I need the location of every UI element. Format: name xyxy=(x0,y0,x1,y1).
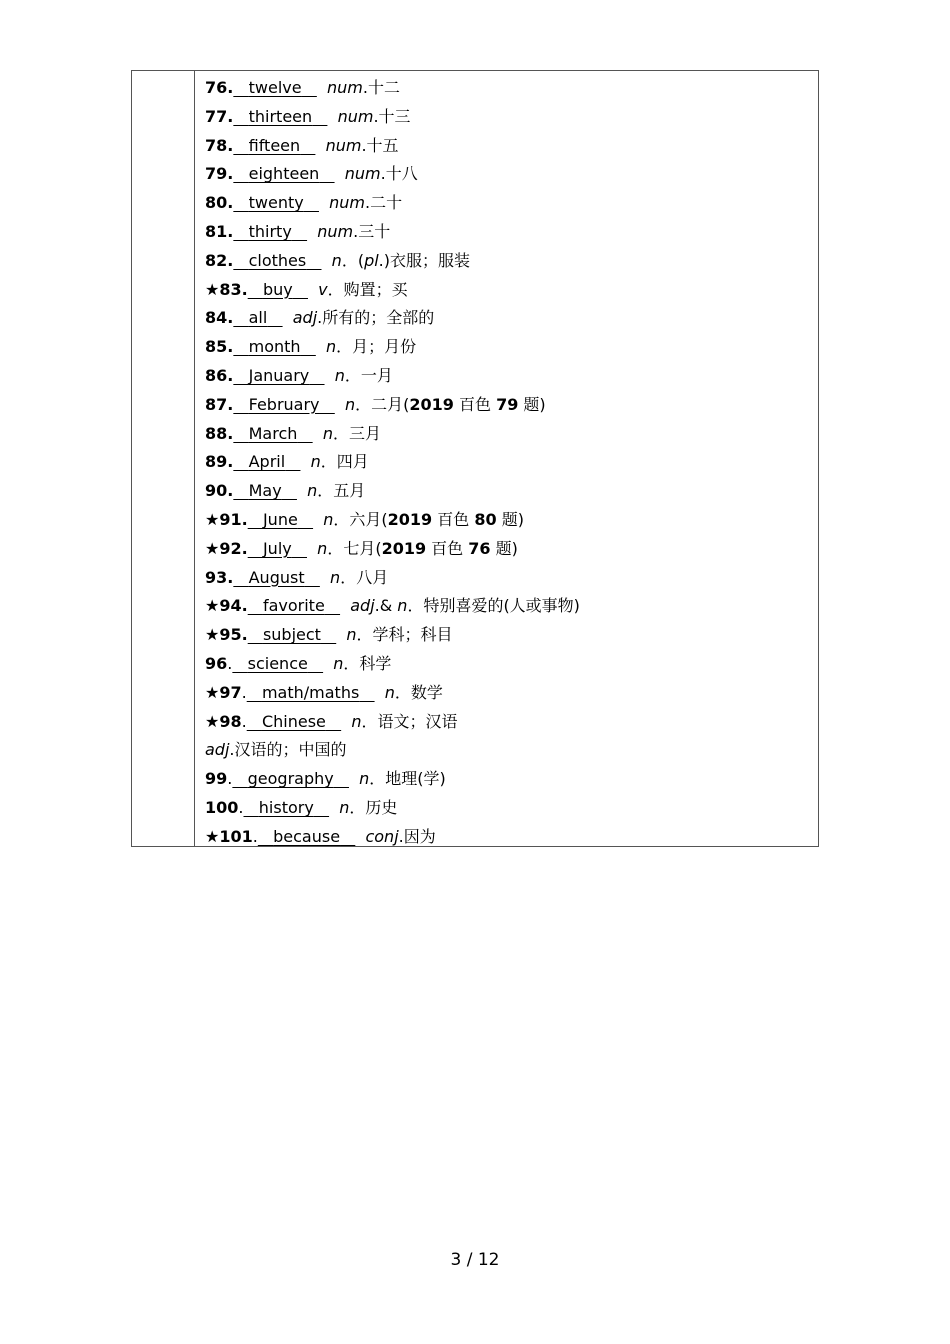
answer-word: buy xyxy=(262,279,293,299)
definition: .)衣服；服装 xyxy=(378,250,471,270)
answer-blank xyxy=(248,539,307,558)
vocab-entry xyxy=(205,448,818,477)
answer-blank xyxy=(233,193,319,212)
definition: ．学科；科目 xyxy=(356,625,453,645)
answer-word: July xyxy=(262,538,292,558)
answer-blank xyxy=(233,395,334,414)
exam-year: 2019 xyxy=(381,538,427,558)
entry-number: ★101 xyxy=(205,826,253,846)
part-of-speech: n xyxy=(384,682,395,702)
answer-blank xyxy=(233,366,324,385)
vocab-entry xyxy=(205,535,818,564)
part-of-speech: n xyxy=(330,567,341,587)
definition: .二十 xyxy=(365,193,403,213)
entry-number: 88. xyxy=(205,423,234,443)
entry-number: 85. xyxy=(205,337,234,357)
entry-number: 90. xyxy=(205,481,234,501)
entry-number: 86. xyxy=(205,365,234,385)
definition: ．月；月份 xyxy=(336,337,417,357)
answer-blank xyxy=(233,107,327,126)
answer-word: January xyxy=(248,365,310,385)
answer-word: April xyxy=(248,452,286,472)
entry-number: ★95. xyxy=(205,625,248,645)
vocab-entry xyxy=(205,132,818,161)
definition: ．一月 xyxy=(344,365,393,385)
vocab-entry: ★101. because conj.因为 xyxy=(205,826,436,846)
answer-word: February xyxy=(248,394,320,414)
definition: .十二 xyxy=(362,78,400,97)
vocab-entry xyxy=(205,621,818,650)
definition: .汉语的；中国的 xyxy=(229,740,347,760)
part-of-speech: n xyxy=(322,423,333,443)
part-of-speech: num xyxy=(317,221,354,241)
entry-number: ★83. xyxy=(205,279,248,299)
vocabulary-table xyxy=(131,70,819,847)
answer-blank xyxy=(258,827,355,846)
entry-number: ★92. xyxy=(205,538,248,558)
entry-number: 77. xyxy=(205,106,234,126)
answer-word: favorite xyxy=(262,596,325,616)
vocab-entry xyxy=(205,477,818,506)
part-of-speech: n xyxy=(334,365,345,385)
answer-blank xyxy=(233,136,315,155)
definition: .所有的；全部的 xyxy=(317,308,435,328)
definition: ．( xyxy=(341,250,365,270)
definition: ．四月 xyxy=(320,452,369,472)
answer-word: March xyxy=(248,423,298,443)
question-suffix: 题) xyxy=(496,509,524,529)
vocab-entry xyxy=(205,103,818,132)
definition: ．五月 xyxy=(317,481,366,501)
part-of-speech: conj xyxy=(365,826,399,846)
part-of-speech: n xyxy=(307,481,318,501)
answer-blank xyxy=(233,337,315,356)
vocab-entry xyxy=(205,74,818,103)
question-suffix: 题) xyxy=(518,394,546,414)
vocabulary-list xyxy=(205,74,818,852)
exam-source: 百色 xyxy=(453,394,497,414)
answer-blank xyxy=(233,164,334,183)
definition: ．数学 xyxy=(394,682,443,702)
part-of-speech: num xyxy=(327,78,363,97)
answer-blank xyxy=(233,481,297,500)
definition: ．二月( xyxy=(355,394,410,414)
definition: ．历史 xyxy=(349,797,398,817)
answer-blank xyxy=(247,712,341,731)
question-number: 76 xyxy=(468,538,491,558)
answer-word: June xyxy=(262,509,298,529)
definition: ．地理(学) xyxy=(369,769,446,789)
answer-word: August xyxy=(248,567,305,587)
vocab-entry xyxy=(205,736,818,765)
vocab-entry xyxy=(205,304,818,333)
answer-blank xyxy=(247,683,375,702)
vocab-entry xyxy=(205,420,818,449)
part-of-speech: n xyxy=(310,452,321,472)
answer-blank xyxy=(248,280,308,299)
exam-source: 百色 xyxy=(432,509,475,529)
exam-year: 2019 xyxy=(387,509,433,529)
definition: .十五 xyxy=(361,135,399,155)
answer-blank xyxy=(233,222,307,241)
vocab-entry xyxy=(205,391,818,420)
answer-word: science xyxy=(247,653,308,673)
answer-word: geography xyxy=(247,769,334,789)
part-of-speech: adj xyxy=(205,740,230,760)
definition: ．语文；汉语 xyxy=(361,711,458,731)
definition: ．八月 xyxy=(340,567,389,587)
answer-blank xyxy=(232,769,349,788)
part-of-speech: n xyxy=(359,769,370,789)
table-left-cell xyxy=(132,71,195,846)
answer-word: May xyxy=(248,481,282,501)
answer-blank xyxy=(232,654,323,673)
answer-word: subject xyxy=(262,625,321,645)
answer-word: thirteen xyxy=(248,106,313,126)
answer-word: history xyxy=(258,797,314,817)
part-of-speech: v xyxy=(318,279,328,299)
answer-blank xyxy=(233,308,282,327)
entry-number: 79. xyxy=(205,164,234,184)
question-suffix: 题) xyxy=(490,538,518,558)
definition: .十八 xyxy=(380,164,418,184)
vocab-entry xyxy=(205,218,818,247)
answer-blank xyxy=(248,596,340,615)
vocab-entry xyxy=(205,189,818,218)
entry-number: 89. xyxy=(205,452,234,472)
part-of-speech: n xyxy=(333,653,344,673)
answer-blank xyxy=(248,625,337,644)
part-of-speech: n xyxy=(344,394,356,414)
answer-word: Chinese xyxy=(261,711,326,731)
exam-source: 百色 xyxy=(426,538,469,558)
definition: ．七月( xyxy=(327,538,382,558)
entry-number: 100 xyxy=(205,797,239,817)
part-of-speech: n xyxy=(323,509,334,529)
answer-blank xyxy=(244,798,330,817)
vocab-entry xyxy=(205,592,818,621)
definition: ．科学 xyxy=(343,653,392,673)
answer-blank xyxy=(233,568,320,587)
definition: .因为 xyxy=(398,826,436,846)
table-right-cell xyxy=(196,71,818,846)
definition: .& xyxy=(374,596,398,616)
vocab-entry: 100. history n．历史 xyxy=(205,797,398,817)
vocab-entry: ★98. Chinese n．语文；汉语 xyxy=(205,711,458,731)
answer-word: math/maths xyxy=(261,682,360,702)
question-number: 79 xyxy=(496,394,519,414)
part-of-speech: n xyxy=(346,625,357,645)
entry-number: 99 xyxy=(205,769,228,789)
vocab-entry xyxy=(205,333,818,362)
definition: .三十 xyxy=(353,221,391,241)
answer-word: eighteen xyxy=(248,164,320,184)
entry-number: 81. xyxy=(205,221,234,241)
plural-marker: pl xyxy=(364,250,379,270)
question-number: 80 xyxy=(474,509,497,529)
entry-number: 87. xyxy=(205,394,234,414)
answer-blank xyxy=(233,78,317,97)
definition: .十三 xyxy=(373,106,411,126)
answer-word: fifteen xyxy=(248,135,301,155)
vocab-entry xyxy=(205,362,818,391)
part-of-speech: num xyxy=(325,135,362,155)
part-of-speech: num xyxy=(337,106,374,126)
answer-blank xyxy=(233,251,321,270)
part-of-speech: n xyxy=(325,337,337,357)
answer-word: clothes xyxy=(248,250,307,270)
vocab-entry: 99. geography n．地理(学) xyxy=(205,769,446,789)
vocab-entry xyxy=(205,276,818,305)
entry-number: ★97 xyxy=(205,682,242,702)
definition: ．特别喜爱的(人或事物) xyxy=(407,596,580,616)
part-of-speech: n xyxy=(397,596,408,616)
entry-number: 76. xyxy=(205,78,234,97)
part-of-speech: adj xyxy=(292,308,318,328)
part-of-speech: n xyxy=(339,797,350,817)
entry-number: ★94. xyxy=(205,596,248,616)
entry-number: 82. xyxy=(205,250,234,270)
answer-word: twelve xyxy=(248,78,302,97)
vocab-entry xyxy=(205,247,818,276)
part-of-speech: n xyxy=(351,711,362,731)
exam-year: 2019 xyxy=(409,394,454,414)
answer-blank xyxy=(248,510,313,529)
vocab-entry: 96. science n．科学 xyxy=(205,653,392,673)
vocab-entry xyxy=(205,160,818,189)
vocab-entry: ★97. math/maths n．数学 xyxy=(205,682,443,702)
answer-word: because xyxy=(273,826,341,846)
page-number: 3 / 12 xyxy=(450,1250,500,1270)
part-of-speech: num xyxy=(329,193,366,213)
answer-blank xyxy=(233,452,300,471)
definition: ．六月( xyxy=(333,509,388,529)
answer-word: thirty xyxy=(248,221,292,241)
part-of-speech: adj xyxy=(350,596,375,616)
part-of-speech: n xyxy=(317,538,328,558)
part-of-speech: n xyxy=(331,250,342,270)
answer-word: twenty xyxy=(248,193,304,213)
vocab-entry xyxy=(205,506,818,535)
part-of-speech: num xyxy=(344,164,381,184)
definition: ．三月 xyxy=(332,423,381,443)
entry-number: 78. xyxy=(205,135,234,155)
vocab-entry xyxy=(205,564,818,593)
entry-number: 93. xyxy=(205,567,234,587)
entry-number: ★91. xyxy=(205,509,248,529)
answer-word: all xyxy=(248,308,268,328)
entry-number: 80. xyxy=(205,193,234,213)
answer-blank xyxy=(233,424,312,443)
answer-word: month xyxy=(248,337,301,357)
entry-number: 84. xyxy=(205,308,234,328)
entry-number: 96 xyxy=(205,653,228,673)
definition: ．购置；买 xyxy=(327,279,408,299)
entry-number: ★98 xyxy=(205,711,242,731)
